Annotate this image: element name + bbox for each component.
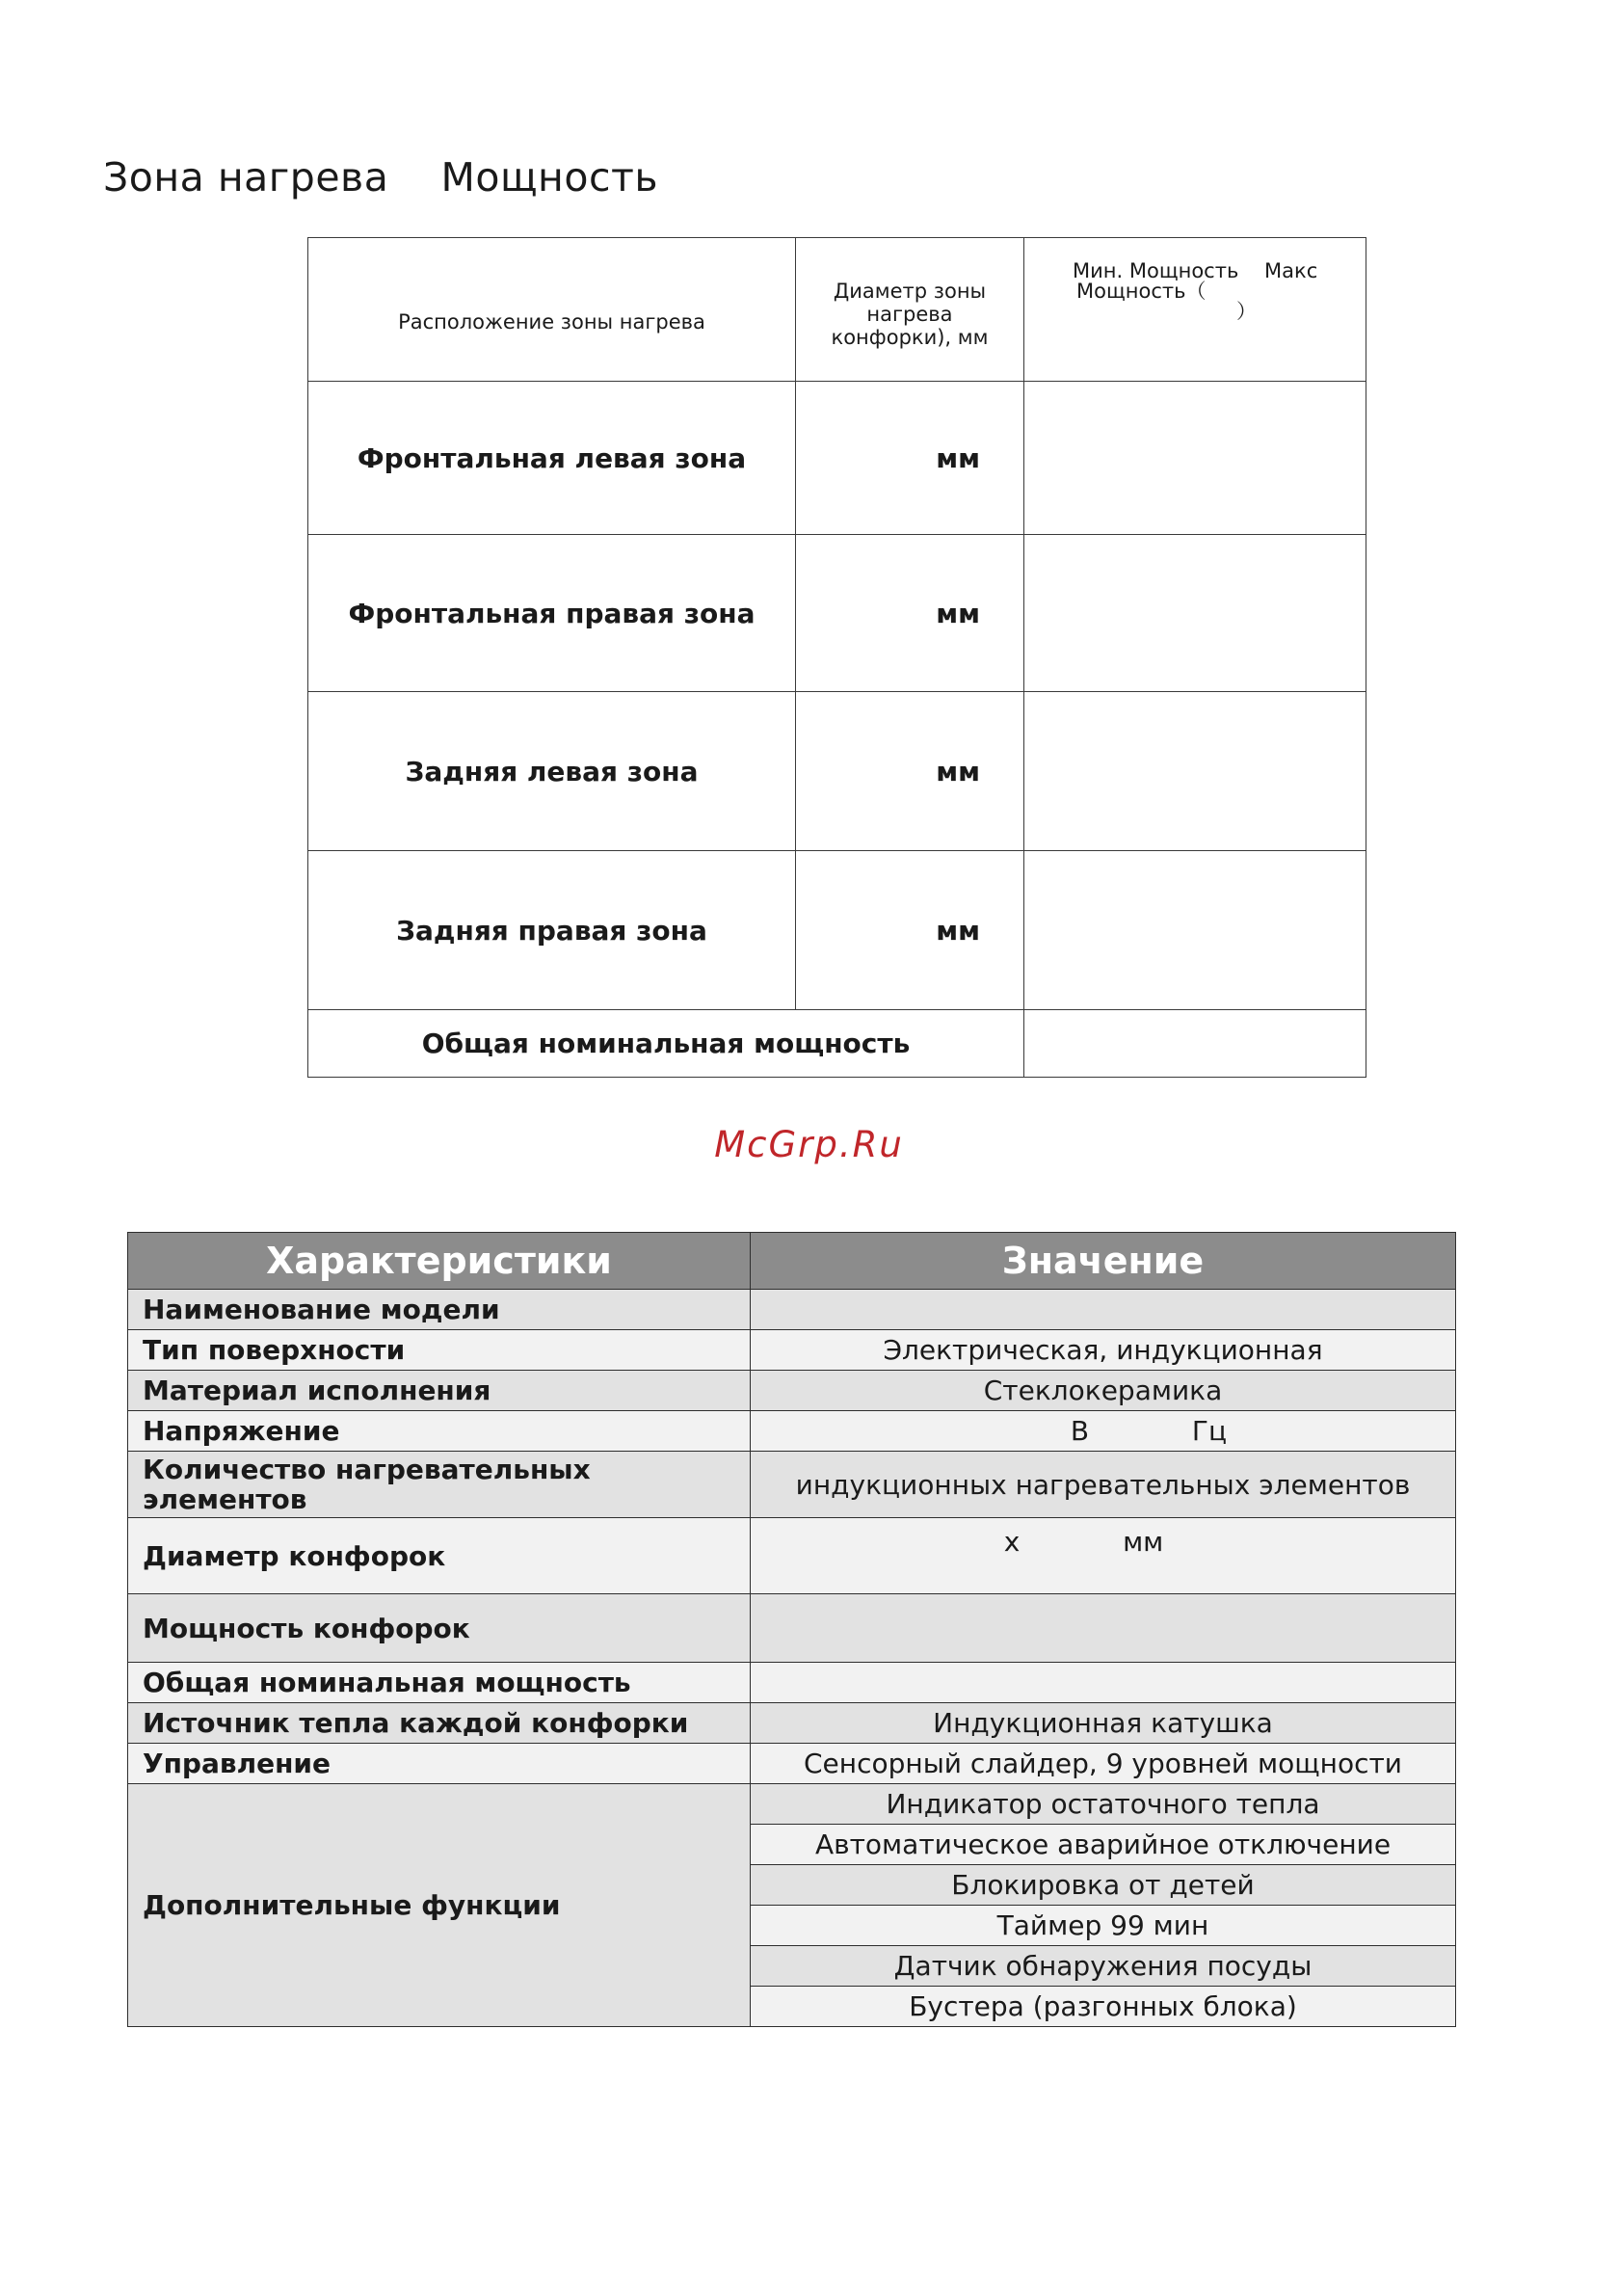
heading-zone: Зона нагрева <box>103 154 389 200</box>
table-row <box>308 382 1366 535</box>
table-row <box>128 1290 1456 1330</box>
zone-unit: мм <box>796 535 1024 692</box>
header-value: Значение <box>751 1233 1456 1290</box>
spec-key: Источник тепла каждой конфорки <box>128 1703 751 1744</box>
spec-key: Количество нагревательных элементов <box>128 1452 751 1518</box>
spec-key: Управление <box>128 1744 751 1784</box>
specs-table-header <box>128 1233 1456 1290</box>
spec-value: Индикатор остаточного тепла <box>751 1784 1456 1825</box>
zone-name: Задняя левая зона <box>308 692 796 851</box>
section-heading <box>103 154 658 200</box>
table-row <box>128 1663 1456 1703</box>
spec-key: Общая номинальная мощность <box>128 1663 751 1703</box>
spec-key: Тип поверхности <box>128 1330 751 1371</box>
spec-key: Дополнительные функции <box>128 1784 751 2027</box>
table-row <box>128 1594 1456 1663</box>
header-power-line: Мощность（ <box>1076 280 1207 303</box>
table-row <box>128 1411 1456 1452</box>
spec-value: х мм <box>751 1518 1456 1594</box>
header-diameter <box>796 238 1024 382</box>
spec-key: Диаметр конфорок <box>128 1518 751 1594</box>
header-location: Расположение зоны нагрева <box>308 238 796 382</box>
header-power-line: Мин. Мощность Макс <box>1073 259 1318 282</box>
spec-value: Блокировка от детей <box>751 1865 1456 1906</box>
spec-value: Автоматическое аварийное отключение <box>751 1825 1456 1865</box>
spec-value <box>751 1290 1456 1330</box>
zone-unit: мм <box>796 851 1024 1010</box>
zone-name: Задняя правая зона <box>308 851 796 1010</box>
table-row <box>128 1330 1456 1371</box>
heading-power: Мощность <box>440 154 659 200</box>
header-diameter-line: Диаметр зоны <box>833 280 987 303</box>
spec-value: Стеклокерамика <box>751 1371 1456 1411</box>
spec-value: Таймер 99 мин <box>751 1906 1456 1946</box>
spec-value: Электрическая, индукционная <box>751 1330 1456 1371</box>
table-row <box>128 1371 1456 1411</box>
table-row <box>128 1452 1456 1518</box>
header-diameter-line: конфорки), мм <box>831 326 989 349</box>
table-row <box>128 1744 1456 1784</box>
zone-power-cell <box>1024 851 1366 1010</box>
zone-unit: мм <box>796 382 1024 535</box>
spec-value <box>751 1663 1456 1703</box>
zones-table <box>307 237 1366 1078</box>
spec-value <box>751 1594 1456 1663</box>
specs-table <box>127 1232 1456 2027</box>
total-row <box>308 1010 1366 1078</box>
header-power-line: ） <box>1236 300 1257 323</box>
table-row <box>128 1784 1456 1825</box>
header-power <box>1024 238 1366 382</box>
table-row <box>308 851 1366 1010</box>
zone-power-cell <box>1024 692 1366 851</box>
spec-value: Датчик обнаружения посуды <box>751 1946 1456 1987</box>
spec-value: Бустера (разгонных блока) <box>751 1987 1456 2027</box>
zone-power-cell <box>1024 535 1366 692</box>
spec-value: В Гц <box>751 1411 1456 1452</box>
zones-table-header <box>308 238 1366 382</box>
spec-value: индукционных нагревательных элементов <box>751 1452 1456 1518</box>
watermark: McGrp.Ru <box>714 1124 904 1165</box>
table-row <box>128 1518 1456 1594</box>
total-label: Общая номинальная мощность <box>308 1010 1024 1078</box>
table-row <box>128 1703 1456 1744</box>
zone-power-cell <box>1024 382 1366 535</box>
spec-key: Материал исполнения <box>128 1371 751 1411</box>
table-row <box>308 535 1366 692</box>
header-characteristics: Характеристики <box>128 1233 751 1290</box>
zone-unit: мм <box>796 692 1024 851</box>
spec-key: Напряжение <box>128 1411 751 1452</box>
spec-key: Наименование модели <box>128 1290 751 1330</box>
spec-value: Индукционная катушка <box>751 1703 1456 1744</box>
zone-name: Фронтальная левая зона <box>308 382 796 535</box>
zone-name: Фронтальная правая зона <box>308 535 796 692</box>
spec-value: Сенсорный слайдер, 9 уровней мощности <box>751 1744 1456 1784</box>
total-power-cell <box>1024 1010 1366 1078</box>
spec-key: Мощность конфорок <box>128 1594 751 1663</box>
header-diameter-line: нагрева <box>866 303 953 326</box>
table-row <box>308 692 1366 851</box>
